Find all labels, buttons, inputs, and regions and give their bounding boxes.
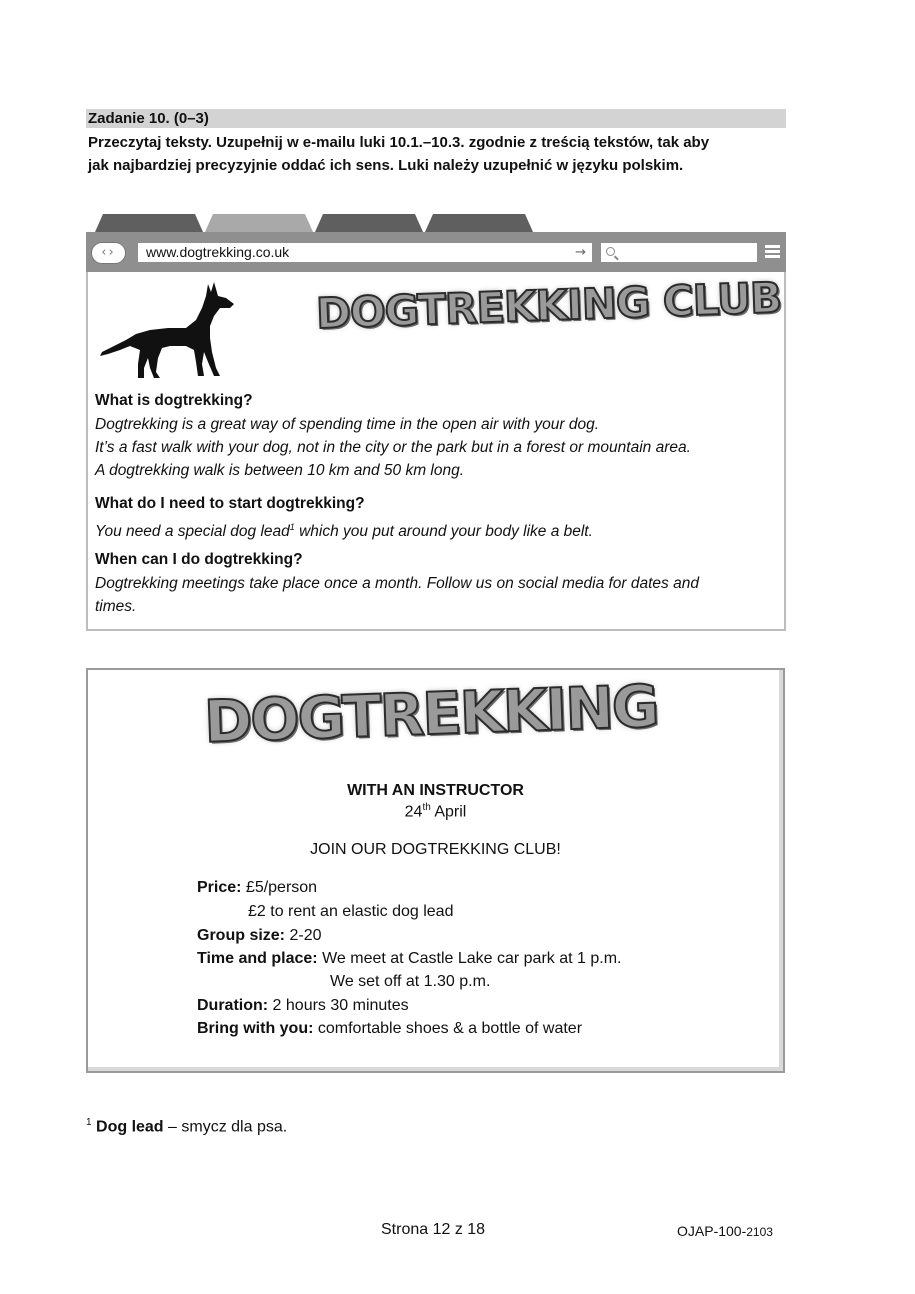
answer-line: Dogtrekking is a great way of spending time in the open air with your dog. — [95, 416, 600, 433]
dogtrekking-poster-logo: DOGTREKKING — [202, 672, 659, 756]
exam-code-suffix: 2103 — [746, 1225, 773, 1239]
exam-code — [677, 1223, 773, 1239]
footnote-number: 1 — [86, 1117, 92, 1128]
date-day: 24 — [404, 803, 423, 821]
date-suffix: th — [422, 802, 431, 813]
bring-label: Bring with you: — [197, 1020, 314, 1037]
time-extra: We set off at 1.30 p.m. — [330, 973, 491, 990]
search-input[interactable] — [601, 243, 757, 262]
instructions-line-1: Przeczytaj teksty. Uzupełnij w e-mailu luki 10.1.–10.3. zgodnie z treścią tekstów, tak aby — [88, 134, 710, 151]
time-label: Time and place: — [197, 950, 318, 967]
answer-line: Dogtrekking meetings take place once a month. Follow us on social media for dates and — [95, 575, 699, 592]
search-icon — [606, 247, 615, 256]
answer-line: A dogtrekking walk is between 10 km and 50 km long. — [95, 462, 465, 479]
browser-tab-4[interactable] — [425, 214, 533, 232]
poster-subtitle: WITH AN INSTRUCTOR — [347, 782, 524, 799]
group-row — [197, 925, 321, 947]
answer-what-is — [95, 413, 778, 482]
answer-text: which you put around your body like a belt. — [294, 523, 593, 541]
task-header: Zadanie 10. (0–3) — [86, 109, 786, 128]
date-month: April — [430, 803, 467, 821]
address-bar[interactable] — [138, 243, 592, 262]
question-what-need: What do I need to start dogtrekking? — [95, 495, 365, 512]
footnote-definition: – smycz dla psa. — [163, 1118, 288, 1136]
answer-what-need — [95, 516, 778, 543]
browser-tab-3[interactable] — [315, 214, 423, 232]
price-value: £5/person — [241, 879, 318, 896]
exam-code-main: OJAP-100- — [677, 1223, 747, 1239]
time-row — [197, 948, 621, 970]
footnote-term: Dog lead — [96, 1118, 164, 1136]
group-label: Group size: — [197, 927, 286, 944]
footnote-ref: 1 — [289, 522, 295, 532]
duration-value: 2 hours 30 minutes — [268, 997, 409, 1014]
price-extra: £2 to rent an elastic dog lead — [248, 903, 454, 920]
task-instructions — [88, 131, 788, 177]
duration-row — [197, 995, 409, 1017]
back-forward-icon[interactable]: ‹› — [91, 242, 126, 264]
price-row — [197, 877, 317, 899]
price-label: Price: — [197, 879, 242, 896]
group-value: 2-20 — [285, 927, 322, 944]
bring-value: comfortable shoes & a bottle of water — [313, 1020, 583, 1037]
poster-join: JOIN OUR DOGTREKKING CLUB! — [310, 841, 561, 858]
poster-date — [86, 802, 785, 821]
dogtrekking-club-logo: DOGTREKKING CLUB — [315, 272, 782, 339]
answer-line: It’s a fast walk with your dog, not in the city or the park but in a forest or mountain area. — [95, 439, 691, 456]
url-text: www.dogtrekking.co.uk — [146, 244, 290, 260]
question-what-is: What is dogtrekking? — [95, 392, 253, 409]
duration-label: Duration: — [197, 997, 269, 1014]
answer-line: times. — [95, 598, 137, 615]
question-when: When can I do dogtrekking? — [95, 551, 303, 568]
footnote — [86, 1117, 287, 1136]
bring-row — [197, 1018, 582, 1040]
answer-when — [95, 572, 778, 618]
browser-tab-1[interactable] — [95, 214, 203, 232]
dog-silhouette-icon — [98, 278, 238, 382]
go-arrow-icon[interactable]: → — [575, 245, 586, 260]
page-number: Strona 12 z 18 — [381, 1221, 486, 1238]
time-value: We meet at Castle Lake car park at 1 p.m. — [317, 950, 622, 967]
browser-tab-2[interactable] — [205, 214, 313, 232]
hamburger-menu-icon[interactable] — [765, 245, 780, 260]
instructions-line-2: jak najbardziej precyzyjnie oddać ich sens. Luki należy uzupełnić w języku polskim. — [88, 157, 684, 174]
answer-text: You need a special dog lead — [95, 523, 290, 541]
